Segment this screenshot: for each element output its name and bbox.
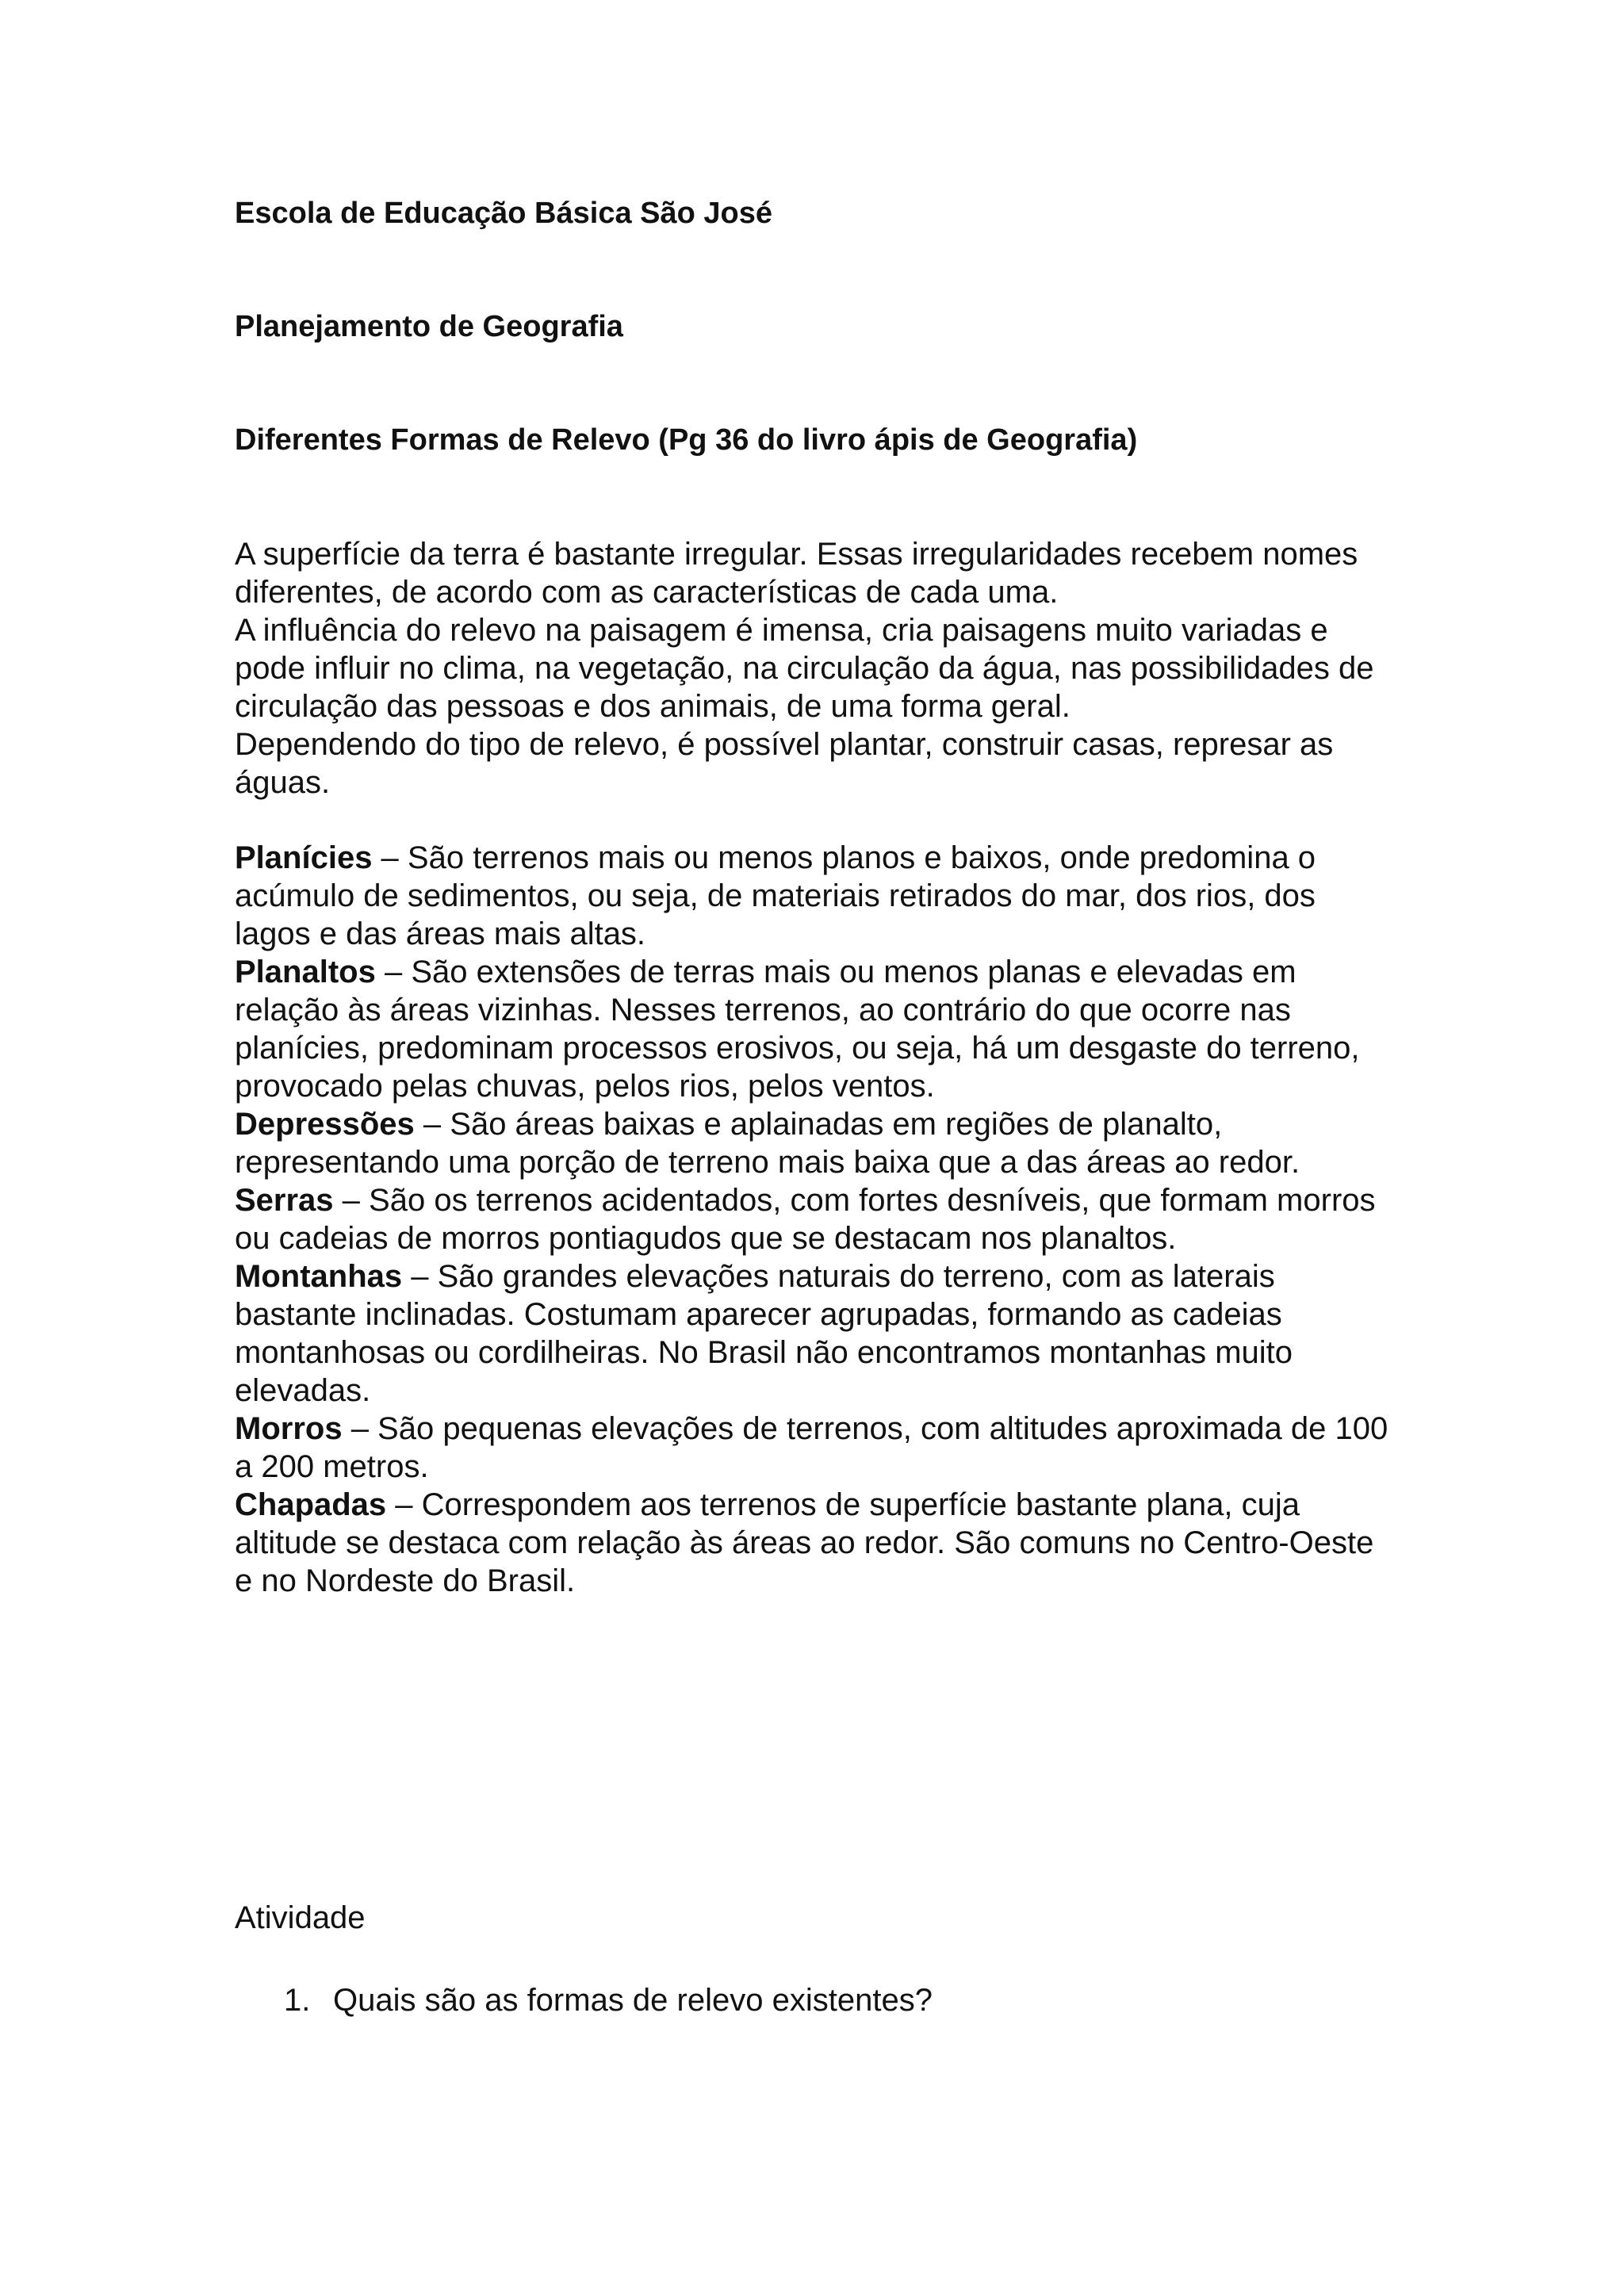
definition-term: Morros [235, 1411, 343, 1446]
definition-term: Depressões [235, 1107, 415, 1142]
definition-text: – São os terrenos acidentados, com fortes desníveis, que formam morros ou cadeias de morros pontiagudos que se destacam nos planaltos. [235, 1183, 1376, 1256]
definition-planicies [235, 839, 1392, 953]
planning-title: Planejamento de Geografia [235, 310, 623, 343]
definition-planaltos [235, 953, 1392, 1105]
intro-section [235, 535, 1392, 802]
definition-term: Serras [235, 1183, 334, 1218]
definition-term: Planaltos [235, 955, 376, 989]
intro-paragraph: Dependendo do tipo de relevo, é possível plantar, construir casas, represar as águas. [235, 727, 1334, 800]
definition-text: – São pequenas elevações de terrenos, com altitudes aproximada de 100 a 200 metros. [235, 1411, 1388, 1484]
question-number: 1. [284, 1983, 311, 2018]
activity-label: Atividade [235, 1900, 366, 1935]
definition-morros [235, 1410, 1392, 1486]
definition-text: – Correspondem aos terrenos de superfície bastante plana, cuja altitude se destaca com relação às áreas ao redor. São comuns no Centro-Oeste e no Nordeste do Brasil. [235, 1487, 1374, 1598]
definition-chapadas [235, 1486, 1392, 1600]
school-title: Escola de Educação Básica São José [235, 197, 773, 230]
definition-depressoes [235, 1105, 1392, 1181]
definition-term: Chapadas [235, 1487, 387, 1522]
intro-paragraph: A superfície da terra é bastante irregular. Essas irregularidades recebem nomes diferentes, de acordo com as características de cada uma. [235, 537, 1358, 610]
question-list [235, 1981, 933, 2019]
definition-text: – São grandes elevações naturais do terreno, com as laterais bastante inclinadas. Costumam aparecer agrupadas, formando as cadeias montanhosas ou cordilheiras. No Brasil não encontramos montanhas muito elevadas. [235, 1259, 1293, 1408]
definitions-section [235, 839, 1392, 1600]
definition-text: – São áreas baixas e aplainadas em regiões de planalto, representando uma porção de terreno mais baixa que a das áreas ao redor. [235, 1107, 1300, 1180]
question-text: Quais são as formas de relevo existentes? [333, 1983, 933, 2018]
definition-text: – São terrenos mais ou menos planos e baixos, onde predomina o acúmulo de sedimentos, ou seja, de materiais retirados do mar, dos rios, dos lagos e das áreas mais altas. [235, 840, 1316, 951]
definition-term: Planícies [235, 840, 373, 875]
definition-text: – São extensões de terras mais ou menos planas e elevadas em relação às áreas vizinhas. Nesses terrenos, ao contrário do que ocorre nas planícies, predominam processos erosivos, ou seja, há um desgaste do terreno, provocado pelas chuvas, pelos rios, pelos ventos. [235, 955, 1360, 1104]
intro-paragraph: A influência do relevo na paisagem é imensa, cria paisagens muito variadas e pode influir no clima, na vegetação, na circulação da água, nas possibilidades de circulação das pessoas e dos animais, de uma forma geral. [235, 613, 1374, 724]
definition-montanhas [235, 1257, 1392, 1410]
topic-title: Diferentes Formas de Relevo (Pg 36 do livro ápis de Geografia) [235, 423, 1138, 457]
definition-serras [235, 1181, 1392, 1257]
definition-term: Montanhas [235, 1259, 403, 1294]
question-item [235, 1981, 933, 2019]
